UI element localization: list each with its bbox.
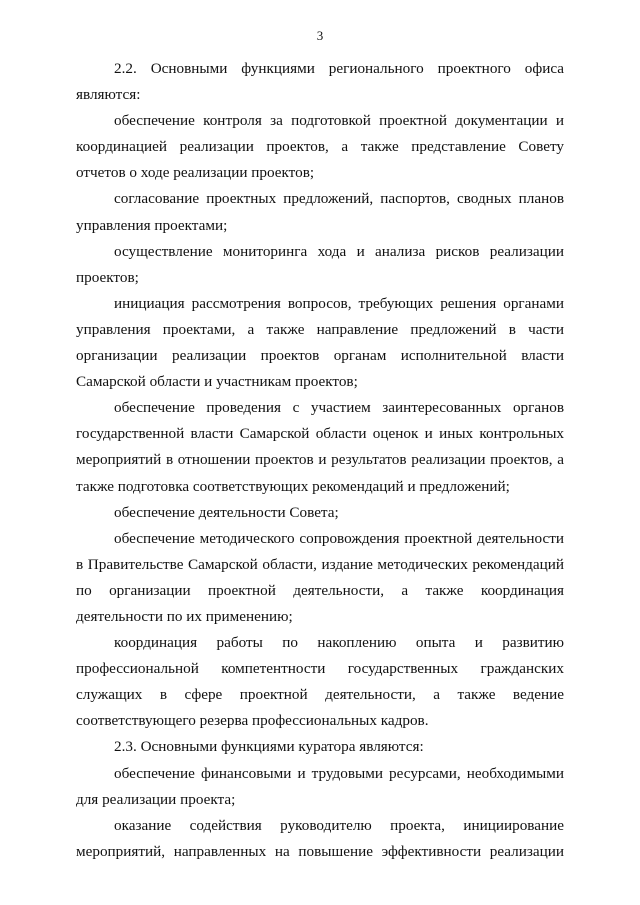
paragraph-evaluation: обеспечение проведения с участием заинтересованных органов государственной власти Самарской области оценок и иных контрольных мероприятий в отношении проектов и результатов реализации проектов, а также подготовка соответствующих рекомендаций и предложений;: [76, 399, 564, 495]
paragraph-approval-proposals: согласование проектных предложений, паспортов, сводных планов управления проектами;: [76, 190, 564, 234]
paragraph-resources: обеспечение финансовыми и трудовыми ресурсами, необходимыми для реализации проекта;: [76, 764, 564, 808]
paragraph-assistance: оказание содействия руководителю проекта, инициирование мероприятий, направленных на повышение эффективности реализации: [76, 816, 564, 860]
document-body: [76, 56, 564, 865]
paragraph-council-support: обеспечение деятельности Совета;: [114, 503, 339, 521]
paragraph-2-3-heading: 2.3. Основными функциями куратора являются:: [114, 738, 424, 756]
paragraph-monitoring: осуществление мониторинга хода и анализа рисков реализации проектов;: [76, 242, 564, 286]
page-number: 3: [316, 28, 324, 43]
paragraph-coordination-experience: координация работы по накоплению опыта и развитию профессиональной компетентности государственных гражданских служащих в сфере проектной деятельности, а также ведение соответствующего резерва профессиональных кадров.: [76, 634, 564, 730]
paragraph-2-2-heading: 2.2. Основными функциями регионального проектного офиса являются:: [76, 60, 564, 104]
paragraph-initiation: инициация рассмотрения вопросов, требующих решения органами управления проектами, а также направление предложений в части организации реализации проектов органам исполнительной власти Самарской области и участникам проектов;: [76, 294, 564, 391]
paragraph-control-documentation: обеспечение контроля за подготовкой проектной документации и координацией реализации проектов, а также представление Совету отчетов о ходе реализации проектов;: [76, 112, 564, 182]
paragraph-methodical-support: обеспечение методического сопровождения проектной деятельности в Правительстве Самарской области, издание методических рекомендаций по организации проектной деятельности, а также координация деятельности по их применению;: [76, 529, 564, 625]
